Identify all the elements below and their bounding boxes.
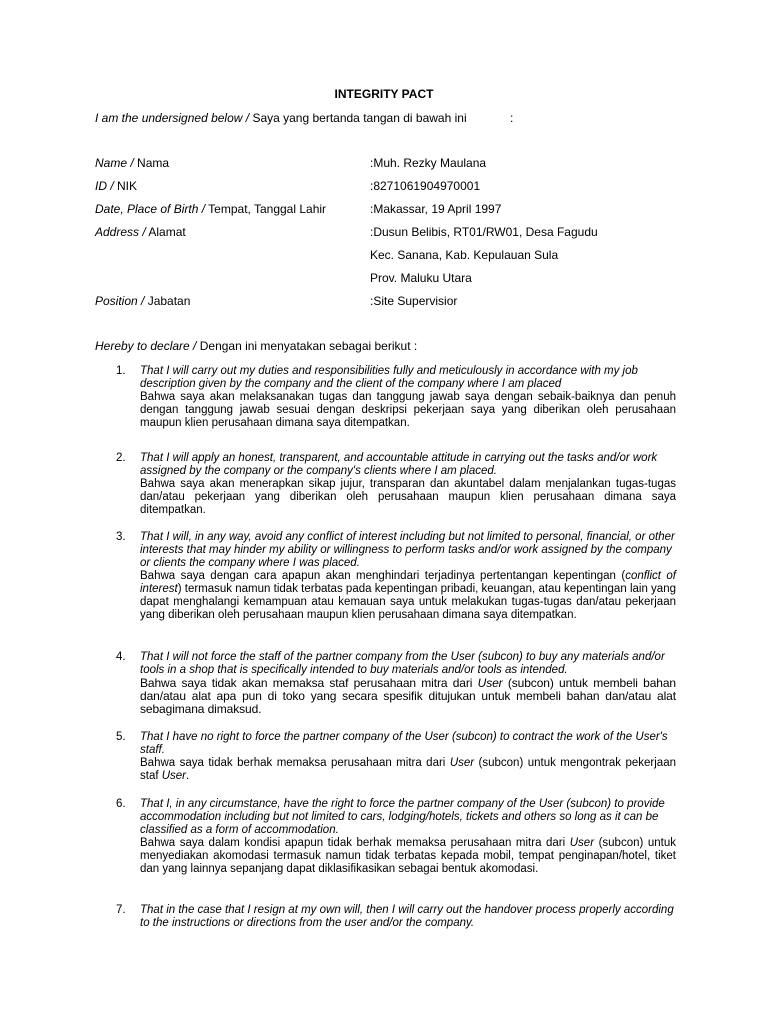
item-text-id: Bahwa saya akan menerapkan sikap jujur, transparan dan akuntabel dalam menjalankan tugas-tugas dan/atau pekerjaan yang diberikan oleh perusahaan maupun klien perusahaan dimana saya ditempatkan. [140,478,676,516]
item-number: 4. [116,651,126,663]
item-text-id-part: . [186,770,190,782]
item-text-id-part: Bahwa saya dengan cara apapun akan menghindari terjadinya pertentangan kepentingan ( [140,570,626,582]
field-label-id: Jabatan [144,294,191,308]
item-number: 3. [116,531,126,543]
field-value: :Dusun Belibis, RT01/RW01, Desa Fagudu [370,225,598,239]
item-text-id: Bahwa saya akan melaksanakan tugas dan tanggung jawab saya dengan sebaik-baiknya dan penuh dengan tanggung jawab sesuai dengan deskripsi pekerjaan saya yang diberikan oleh perusahaan maupun klien perusahaan dimana saya ditempatkan. [140,391,676,429]
field-label-id: NIK [113,179,138,193]
field-value: Prov. Maluku Utara [370,271,472,285]
item-text-id [140,757,676,783]
item-text-id-part: (subcon) untuk mengontrak pekerjaan staf [140,757,676,782]
field-label-id: Nama [133,156,170,170]
item-text-en: That I will apply an honest, transparent, and accountable attitude in carrying out the tasks and/or work assigned by the company or the company's clients where I am placed. [140,452,658,477]
intro-line [95,111,695,125]
field-label-id: Tempat, Tanggal Lahir [205,202,327,216]
item-text-en: That I will carry out my duties and responsibilities fully and meticulously in accordance with my job description given by the company and the client of the company where I am placed [140,365,638,390]
item-text-en: That I will not force the staff of the partner company from the User (subcon) to buy any materials and/or tools in a shop that is specifically intended to buy materials and/or tools as intended. [140,651,665,676]
declaration-heading [95,339,417,353]
item-text-id-part: (subcon) untuk menyediakan akomodasi termasuk namun tidak terbatas kepada mobil, tempat penginapan/hotel, tiket dan yang lainnya sepanjang dapat diklasifikasikan sebagai bentuk akomodasi. [140,837,677,875]
intro-colon: : [510,111,514,125]
item-text-id-part: Bahwa saya tidak akan memaksa staf perusahaan mitra dari [140,676,478,690]
item-number: 6. [116,798,126,810]
item-text-id-italic: User [477,676,503,690]
item-text-id [140,677,676,716]
field-value: :Makassar, 19 April 1997 [370,202,502,216]
item-text-en: That in the case that I resign at my own will, then I will carry out the handover process properly according to the instructions or directions from the user and/or the company. [140,904,674,929]
field-label-en: Name / [95,156,134,170]
field-value: Kec. Sanana, Kab. Kepulauan Sula [370,248,559,262]
item-text-id-italic: User [449,757,475,769]
field-label-en: Position / [95,294,145,308]
item-text-en: That I will, in any way, avoid any conflict of interest including but not limited to personal, financial, or other interests that may hinder my ability or willingness to perform tasks and/or work assigned by the company or clients the company where I was placed. [140,531,675,569]
item-number: 7. [116,904,126,916]
item-text-id-part: Bahwa saya dalam kondisi apapun tidak berhak memaksa perusahaan mitra dari [140,837,570,849]
field-value: :8271061904970001 [370,179,481,193]
item-text-id-italic: User [569,837,595,849]
item-number: 5. [116,731,126,743]
item-text-en: That I, in any circumstance, have the right to force the partner company of the User (subcon) to provide accommodation including but not limited to cars, lodging/hotels, tickets and others so long as it can be classified as a form of accommodation. [140,798,665,836]
item-text-id-part: Bahwa saya tidak berhak memaksa perusahaan mitra dari [140,757,450,769]
declare-en: Hereby to declare / [95,339,197,353]
field-label-en: ID / [95,179,114,193]
item-text-id-italic: conflict of interest [140,570,676,595]
intro-en: I am the undersigned below / [95,111,250,125]
document-title: INTEGRITY PACT [334,87,434,101]
item-text-id-italic: User [161,770,187,782]
field-value: :Site Supervisior [370,294,458,308]
field-label-en: Date, Place of Birth / [95,202,206,216]
item-text-id-part: (subcon) untuk membeli bahan dan/atau alat apa pun di toko yang secara spesifik ditujukan untuk membeli bahan dan/atau alat sebagimana dimaksud. [140,676,676,716]
item-number: 2. [116,452,126,464]
intro-id: Saya yang bertanda tangan di bawah ini [249,111,467,125]
declare-id: Dengan ini menyatakan sebagai berikut : [196,339,418,353]
field-label-en: Address / [95,225,146,239]
field-value: :Muh. Rezky Maulana [370,156,487,170]
item-text-id [140,837,676,876]
item-text-en: That I have no right to force the partner company of the User (subcon) to contract the work of the User's staff. [140,731,668,756]
item-number: 1. [116,365,126,377]
item-text-id-part: ) termasuk namun tidak terbatas pada kepentingan pribadi, keuangan, atau kepentingan lain yang dapat menghalangi kemampuan atau kemauan saya untuk melakukan tugas-tugas dan/atau pekerjaan yang diberikan oleh perusahaan maupun klien perusahaan dimana saya ditempatkan. [140,583,676,621]
field-label-id: Alamat [145,225,186,239]
item-text-id [140,570,676,622]
